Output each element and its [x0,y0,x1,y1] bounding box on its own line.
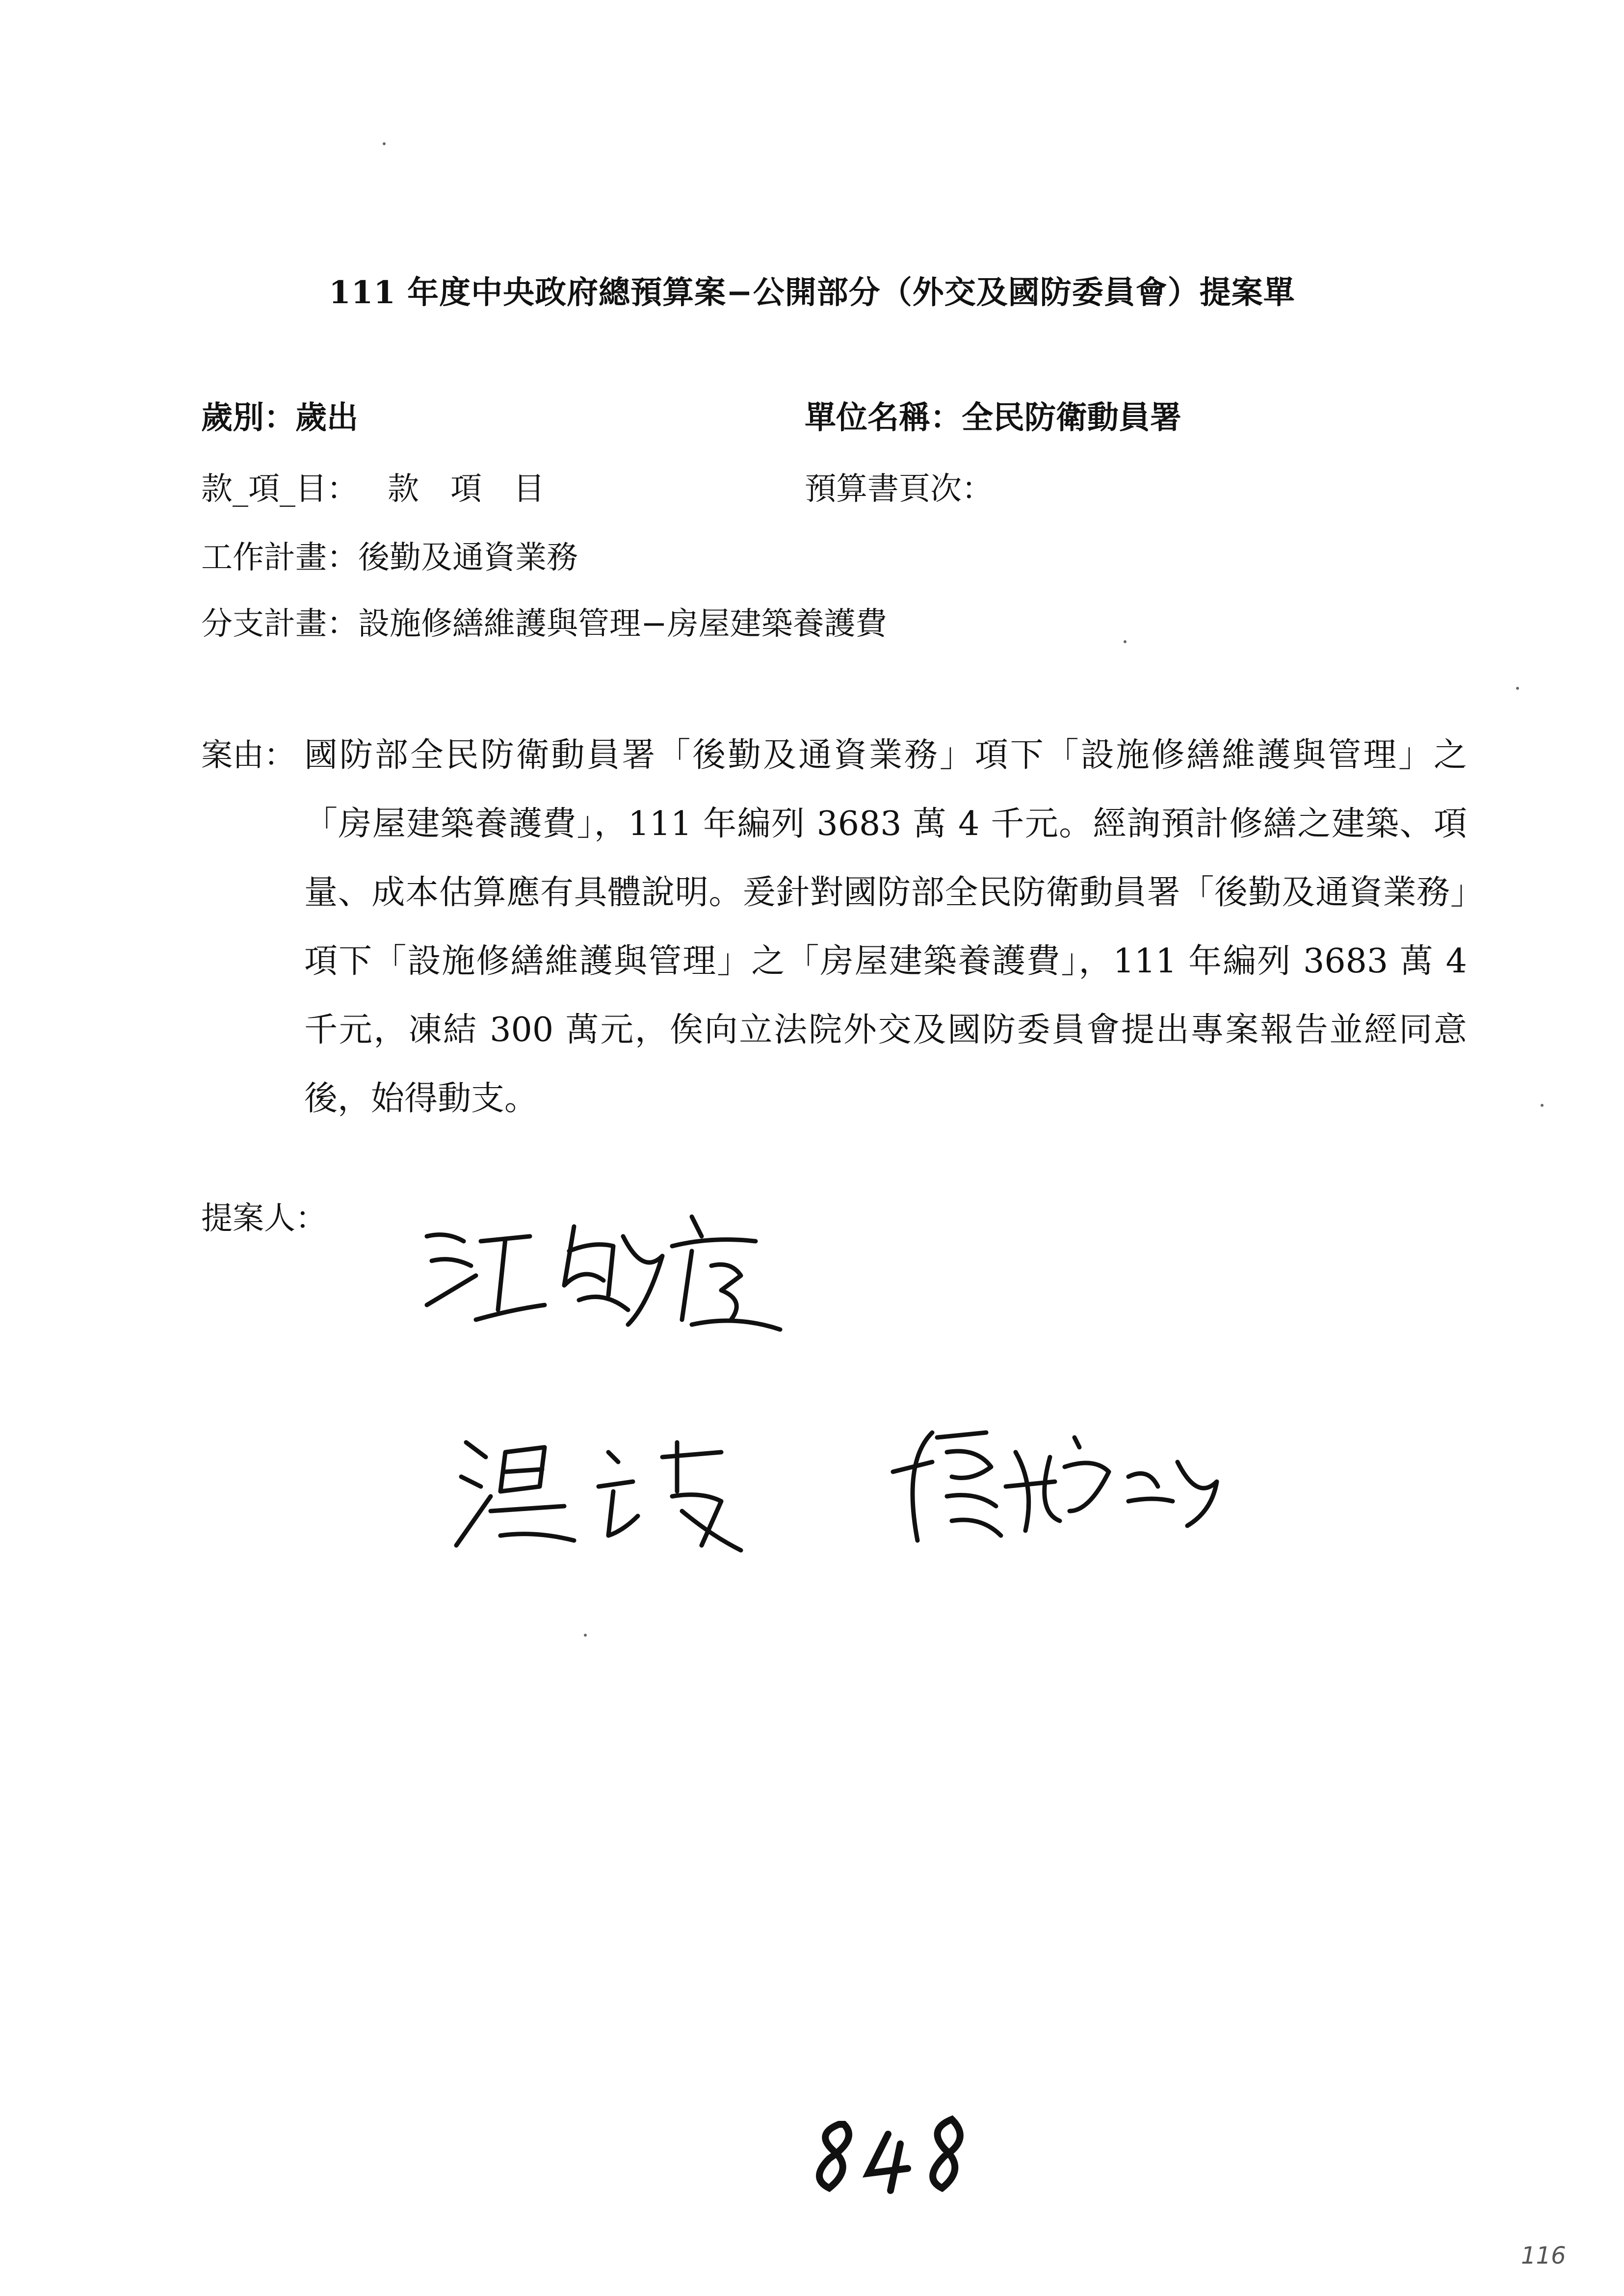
kxm-row [201,473,545,505]
signature-2 [446,1423,829,1570]
scan-speck [383,142,386,145]
work-plan-row [201,542,578,574]
branch-plan-value: 設施修繕維護與管理−房屋建築養護費 [358,606,887,642]
signature-1 [417,1207,849,1369]
work-plan-label: 工作計畫： [201,540,358,576]
scan-speck [1541,1104,1544,1107]
scan-speck [1124,640,1126,643]
scan-speck [1516,687,1519,690]
document-title: 111 年度中央政府總預算案−公開部分（外交及國防委員會）提案單 [329,274,1295,311]
corner-page-number: 116 [1521,2242,1566,2270]
work-plan-value: 後勤及通資業務 [358,540,578,576]
category-label: 歲別： [201,399,295,436]
scan-speck [584,1634,587,1637]
category-value: 歲出 [295,399,358,436]
page-ref-label: 預算書頁次： [805,471,993,507]
unit-value: 全民防衛動員署 [962,399,1181,436]
unit-label: 單位名稱： [805,399,962,436]
proposer-label: 提案人： [201,1200,327,1237]
reason-text: 國防部全民防衛動員署「後勤及通資業務」項下「設施修繕維護與管理」之「房屋建築養護費」，111 年編列 3683 萬 4 千元。經詢預計修繕之建築、項量、成本估算應有具體說明。爰針對國防部全民防衛動員署「後勤及通資業務」項下「設施修繕維護與管理」之「房屋建築養護費」，111 年編列 3683 萬 4 千元，凍結 300 萬元，俟向立法院外交及國防委員會提出專案報告並經同意後，始得動支。 [304,736,1467,1118]
branch-plan-row [201,608,887,640]
category-row [201,399,358,436]
kxm-label: 款_項_目： [201,471,358,507]
unit-row [805,399,1181,436]
signature-3 [873,1413,1246,1570]
page-ref-row [805,473,993,505]
reason-label: 案由： [201,737,295,774]
handwritten-page-number [805,2105,981,2203]
branch-plan-label: 分支計畫： [201,606,358,642]
kxm-value: 款 項 目 [388,471,545,507]
